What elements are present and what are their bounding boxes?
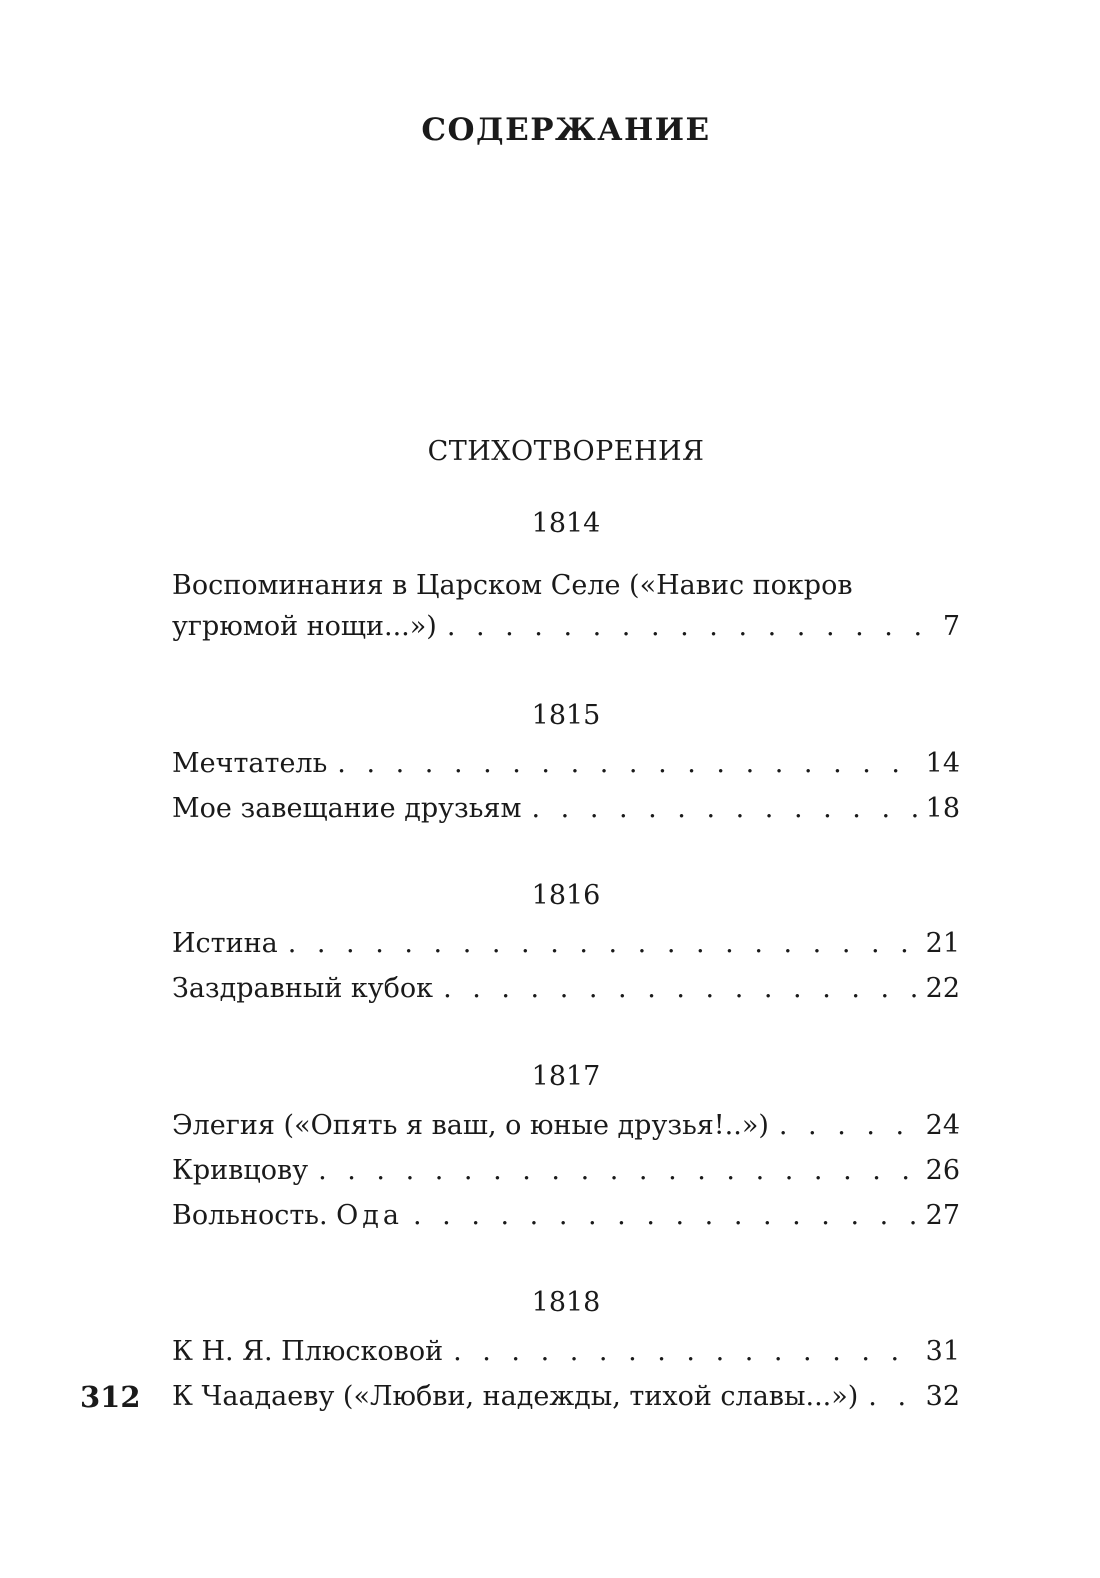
- page-number: 24: [925, 1110, 960, 1141]
- page-number: 14: [925, 748, 960, 779]
- dot-leader: [779, 1105, 920, 1146]
- toc-entry-mechtatel[interactable]: [172, 743, 960, 784]
- toc-entry-krivtsovu[interactable]: [172, 1150, 960, 1191]
- toc-entry-istina[interactable]: [172, 923, 960, 964]
- toc-entry-title: К Н. Я. Плюсковой: [172, 1336, 444, 1367]
- toc-entry-zaveshchanie[interactable]: [172, 788, 960, 829]
- toc-entry-title: Мое завещание друзьям: [172, 793, 522, 824]
- page-number: 22: [925, 973, 960, 1004]
- toc-entry-title-line: Воспоминания в Царском Селе («Навис покров: [172, 570, 853, 601]
- toc-entry-title: Мечтатель: [172, 748, 328, 779]
- dot-leader: [318, 1150, 920, 1191]
- toc-entry-volnost[interactable]: [172, 1195, 960, 1236]
- year-heading-1817: 1817: [531, 1061, 601, 1092]
- dot-leader: [443, 968, 920, 1009]
- page-number: 32: [925, 1381, 960, 1412]
- section-title: СТИХОТВОРЕНИЯ: [427, 436, 705, 467]
- toc-entry-title-main: Вольность.: [172, 1200, 328, 1231]
- page-number: 7: [942, 611, 960, 642]
- year-heading-1816: 1816: [531, 880, 601, 911]
- page-number: 27: [925, 1200, 960, 1231]
- toc-entry-title: Заздравный кубок: [172, 973, 434, 1004]
- dot-leader: [453, 1331, 920, 1372]
- dot-leader: [868, 1376, 919, 1417]
- folio-page-number: 312: [80, 1380, 141, 1414]
- page-number: 18: [925, 793, 960, 824]
- year-heading-1818: 1818: [531, 1287, 601, 1318]
- toc-entry-title: К Чаадаеву («Любви, надежды, тихой славы...»): [172, 1381, 859, 1412]
- year-heading-1815: 1815: [531, 700, 601, 731]
- toc-entry-title: Истина: [172, 928, 278, 959]
- dot-leader: [531, 788, 919, 829]
- toc-entry-chaadaevu[interactable]: [172, 1376, 960, 1417]
- dot-leader: [413, 1195, 920, 1236]
- dot-leader: [447, 606, 937, 647]
- toc-entry-plyuskovoy[interactable]: [172, 1331, 960, 1372]
- toc-entry-title: Кривцову: [172, 1155, 309, 1186]
- dot-leader: [288, 923, 920, 964]
- toc-entry-title: Элегия («Опять я ваш, о юные друзья!..»): [172, 1110, 769, 1141]
- toc-entry-vospominaniya[interactable]: [172, 565, 960, 647]
- dot-leader: [337, 743, 919, 784]
- page-title: СОДЕРЖАНИЕ: [421, 112, 711, 148]
- toc-entry-elegiya[interactable]: [172, 1105, 960, 1146]
- page-number: 21: [925, 928, 960, 959]
- toc-entry-kubok[interactable]: [172, 968, 960, 1009]
- year-heading-1814: 1814: [531, 508, 601, 539]
- toc-entry-title-line: угрюмой нощи...»): [172, 611, 437, 642]
- toc-entry-title: [172, 1195, 403, 1236]
- page-number: 31: [925, 1336, 960, 1367]
- page-number: 26: [925, 1155, 960, 1186]
- toc-entry-title-genre: Ода: [336, 1200, 403, 1231]
